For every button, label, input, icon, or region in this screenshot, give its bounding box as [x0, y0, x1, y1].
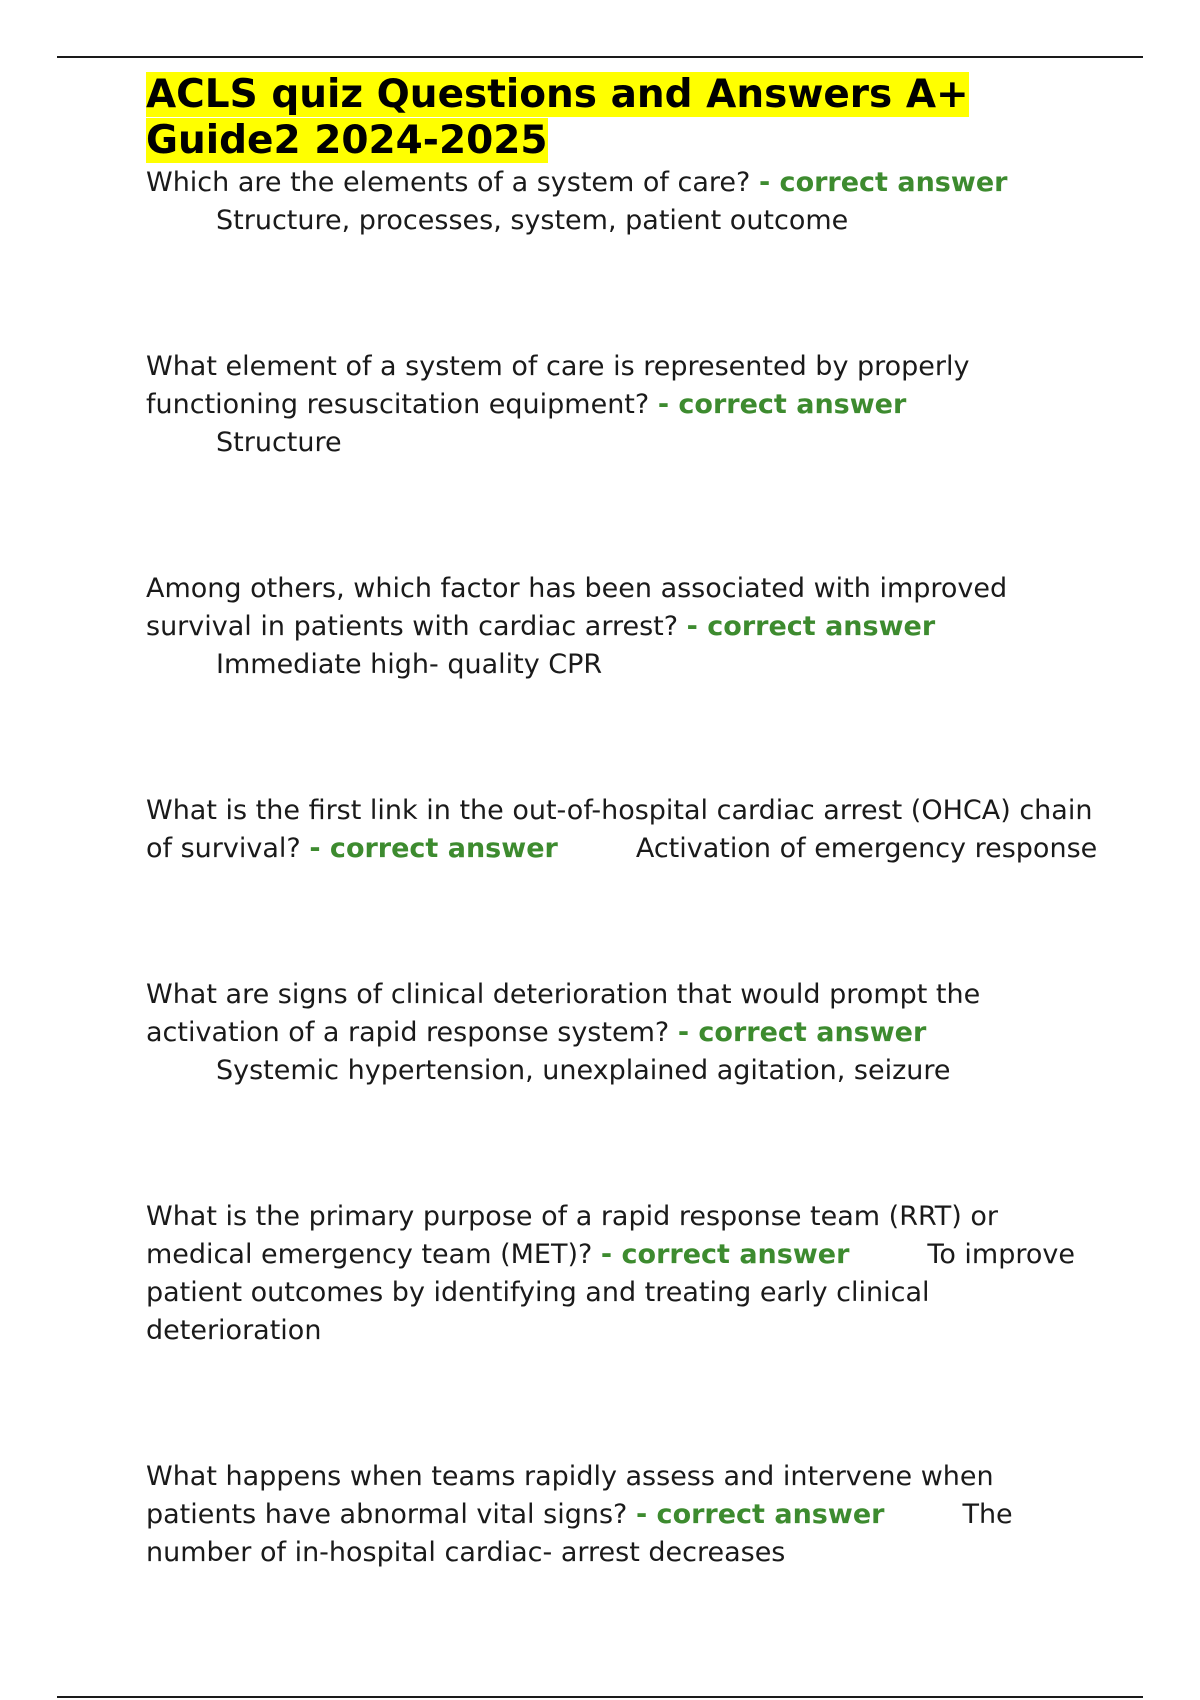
qa-item: [146, 1198, 1106, 1350]
correct-answer-marker: - correct answer: [309, 833, 558, 864]
question-text: What is the first link in the out-of-hospital cardiac arrest (OHCA) chain of survival?: [146, 795, 1093, 864]
question-text: Which are the elements of a system of care?: [146, 167, 751, 198]
question-text: What are signs of clinical deterioration that would prompt the activation of a rapid response system?: [146, 979, 981, 1048]
correct-answer-marker: - correct answer: [758, 167, 1008, 198]
document-body: [146, 72, 1106, 1572]
bottom-rule: [57, 1696, 1143, 1698]
correct-answer-marker: - correct answer: [635, 1499, 885, 1530]
answer-text: Structure: [216, 427, 342, 458]
correct-answer-marker: - correct answer: [657, 389, 907, 420]
qa-item: [146, 1458, 1106, 1572]
correct-answer-marker: - correct answer: [686, 611, 936, 642]
qa-item: [146, 164, 1106, 240]
answer-text: To improve patient outcomes by identifying and treating early clinical deterioration: [146, 1239, 1075, 1346]
title-line-1: ACLS quiz Questions and Answers A+: [146, 72, 969, 117]
qa-item: [146, 348, 1106, 462]
title-line-2: Guide2 2024-2025: [146, 118, 548, 163]
qa-item: [146, 976, 1106, 1090]
answer-text: Activation of emergency response: [635, 833, 1098, 864]
answer-text: The number of in-hospital cardiac- arrest decreases: [146, 1499, 1013, 1568]
question-text: What element of a system of care is represented by properly functioning resuscitation equipment?: [146, 351, 970, 420]
correct-answer-marker: - correct answer: [677, 1017, 927, 1048]
question-text: What is the primary purpose of a rapid response team (RRT) or medical emergency team (MET)?: [146, 1201, 998, 1270]
qa-item: [146, 792, 1106, 868]
answer-text: Immediate high- quality CPR: [216, 649, 603, 680]
question-text: Among others, which factor has been associated with improved survival in patients with cardiac arrest?: [146, 573, 1008, 642]
correct-answer-marker: - correct answer: [600, 1239, 850, 1270]
document-title: [146, 72, 1106, 164]
answer-text: Systemic hypertension, unexplained agitation, seizure: [216, 1055, 951, 1086]
question-text: What happens when teams rapidly assess and intervene when patients have abnormal vital signs?: [146, 1461, 994, 1530]
qa-item: [146, 570, 1106, 684]
top-rule: [57, 56, 1143, 58]
answer-text: Structure, processes, system, patient outcome: [216, 205, 849, 236]
